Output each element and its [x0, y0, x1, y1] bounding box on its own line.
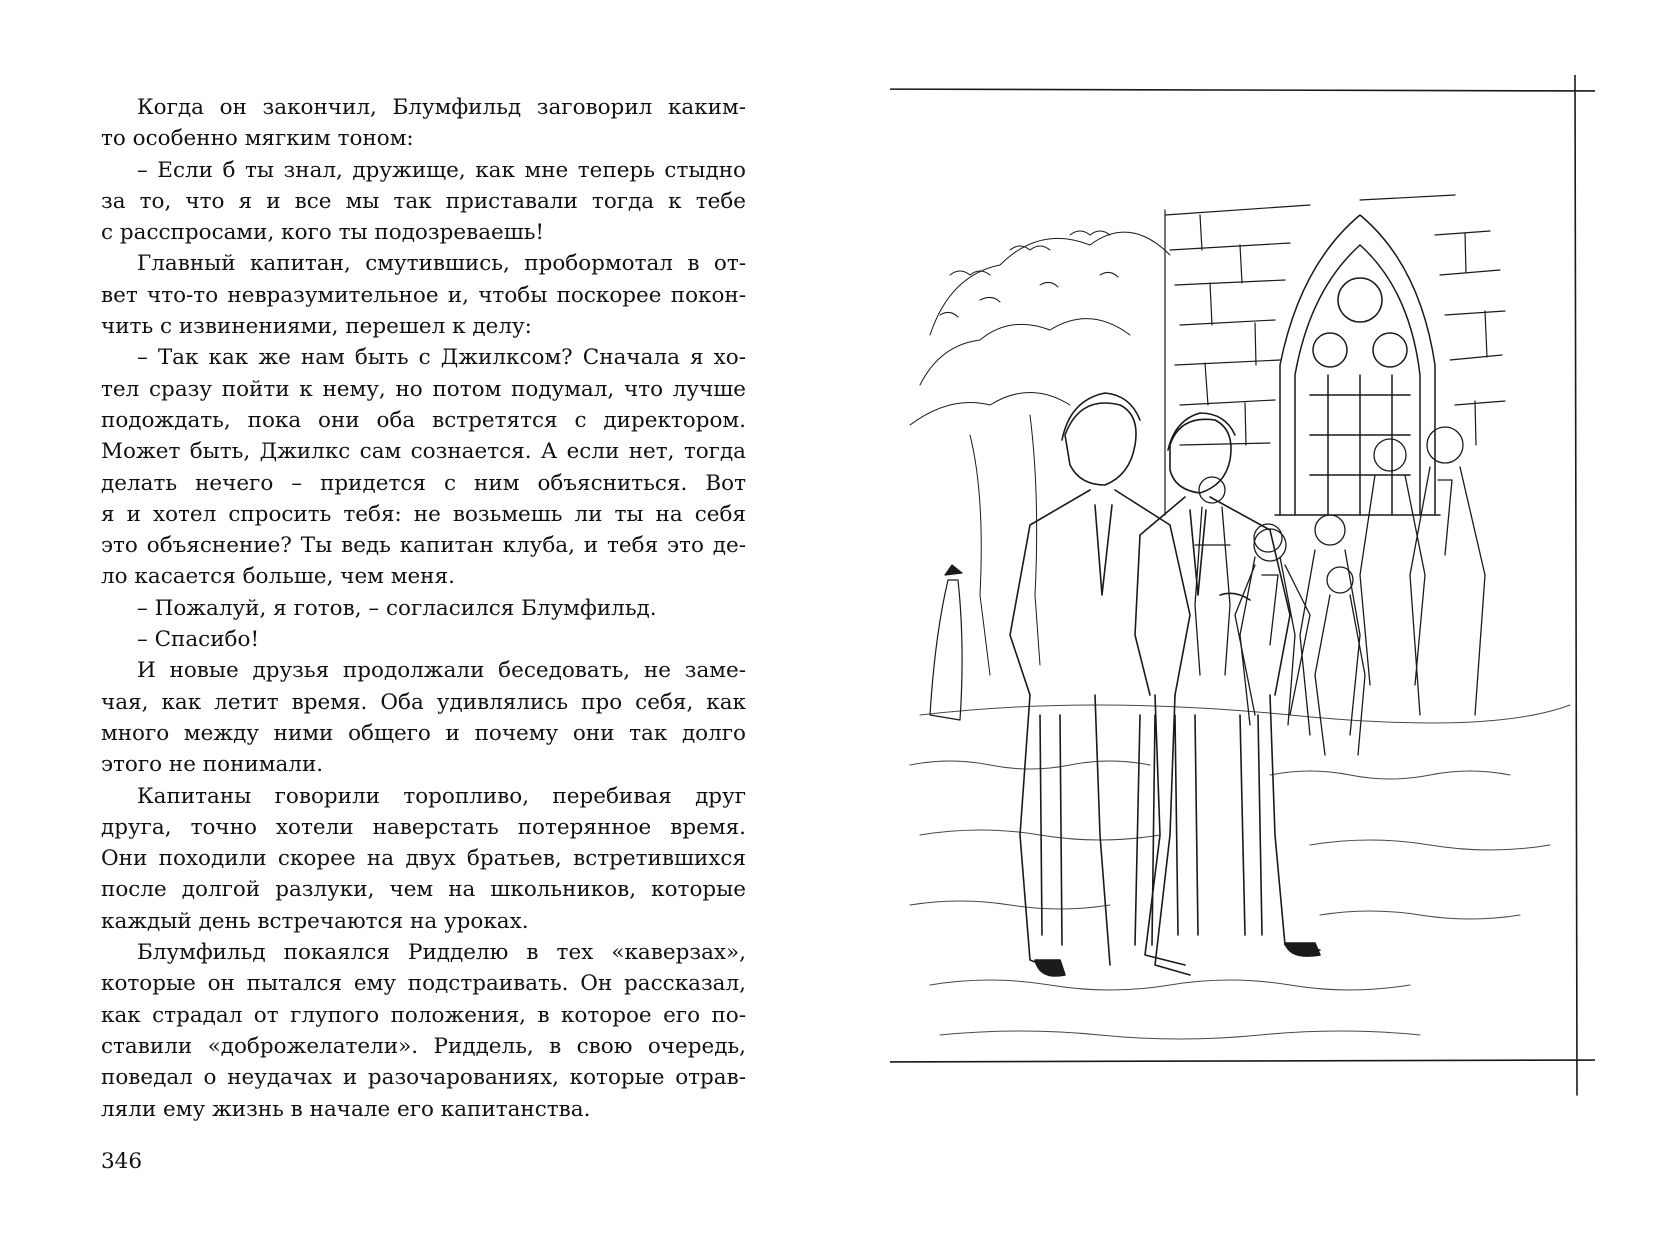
text-line: с расспросами, кого ты подозреваешь!: [101, 220, 545, 246]
text-line: Когда он закончил, Блумфильд заговорил каким-: [137, 95, 746, 120]
text-line: которые он пытался ему подстраивать. Он рассказал,: [101, 971, 746, 997]
pen-ink-illustration-schoolboys-courtyard-icon: [890, 75, 1595, 1170]
text-line: ставили «доброжелатели». Риддель, в свою очередь,: [101, 1033, 746, 1059]
page-number: 346: [101, 1149, 143, 1174]
text-line: то особенно мягким тоном:: [101, 126, 414, 152]
text-line: И новые друзья продолжали беседовать, не заме-: [137, 658, 746, 684]
text-line: каждый день встречаются на уроках.: [101, 908, 529, 934]
text-line: это объяснение? Ты ведь капитан клуба, и тебя это де-: [101, 533, 746, 559]
foreground-boy-left: [1010, 393, 1190, 976]
text-line: – Пожалуй, я готов, – согласился Блумфильд.: [137, 595, 657, 621]
text-line: Капитаны говорили торопливо, перебивая друг: [137, 783, 746, 809]
text-line: как страдал от глупого положения, в которое его по-: [101, 1002, 746, 1028]
text-line: друга, точно хотели наверстать потерянное время.: [101, 814, 746, 840]
text-line: Главный капитан, смутившись, пробормотал в от-: [137, 251, 746, 277]
text-line: подождать, пока они оба встретятся с директором.: [101, 407, 746, 433]
foreground-boy-right: [1135, 413, 1320, 965]
text-line: делать нечего – придется с ним объясниться. Вот: [101, 470, 746, 496]
text-line: ляли ему жизнь в начале его капитанства.: [101, 1096, 591, 1122]
text-line: – Если б ты знал, дружище, как мне теперь стыдно: [137, 157, 746, 183]
text-line: чая, как летит время. Оба удивлялись про себя, как: [101, 689, 746, 715]
text-line: – Спасибо!: [137, 627, 260, 653]
text-line: за то, что я и все мы так приставали тогда к тебе: [101, 188, 746, 214]
text-line: я и хотел спросить тебя: не возьмешь ли ты на себя: [101, 501, 746, 527]
text-line: Может быть, Джилкс сам сознается. А если нет, тогда: [101, 439, 746, 465]
text-line: Они походили скорее на двух братьев, встретившихся: [101, 846, 746, 872]
distant-figure: [930, 565, 962, 720]
text-line: вет что-то невразумительное и, чтобы поскорее покон-: [101, 282, 746, 308]
gothic-window: [1275, 215, 1440, 515]
ground-shadows: [910, 705, 1570, 1039]
illustration: [890, 75, 1595, 1170]
text-line: поведал о неудачах и разочарованиях, которые отрав-: [101, 1065, 746, 1091]
text-line: ло касается больше, чем меня.: [101, 564, 455, 590]
text-line: Блумфильд покаялся Ридделю в тех «каверзах»,: [137, 940, 746, 966]
text-line: после долгой разлуки, чем на школьников, которые: [101, 877, 746, 903]
text-line: этого не понимали.: [101, 752, 324, 778]
trees: [910, 231, 1170, 675]
frame: [890, 75, 1595, 1095]
text-line: – Так как же нам быть с Джилксом? Сначала я хо-: [137, 345, 746, 371]
text-line: тел сразу пойти к нему, но потом подумал, что лучше: [101, 376, 746, 402]
background-boys: [1195, 427, 1485, 735]
text-line: много между ними общего и почему они так долго: [101, 720, 746, 746]
stone-wall: [1165, 195, 1505, 515]
text-page: [101, 92, 746, 1125]
text-line: чить с извинениями, перешел к делу:: [101, 314, 532, 340]
